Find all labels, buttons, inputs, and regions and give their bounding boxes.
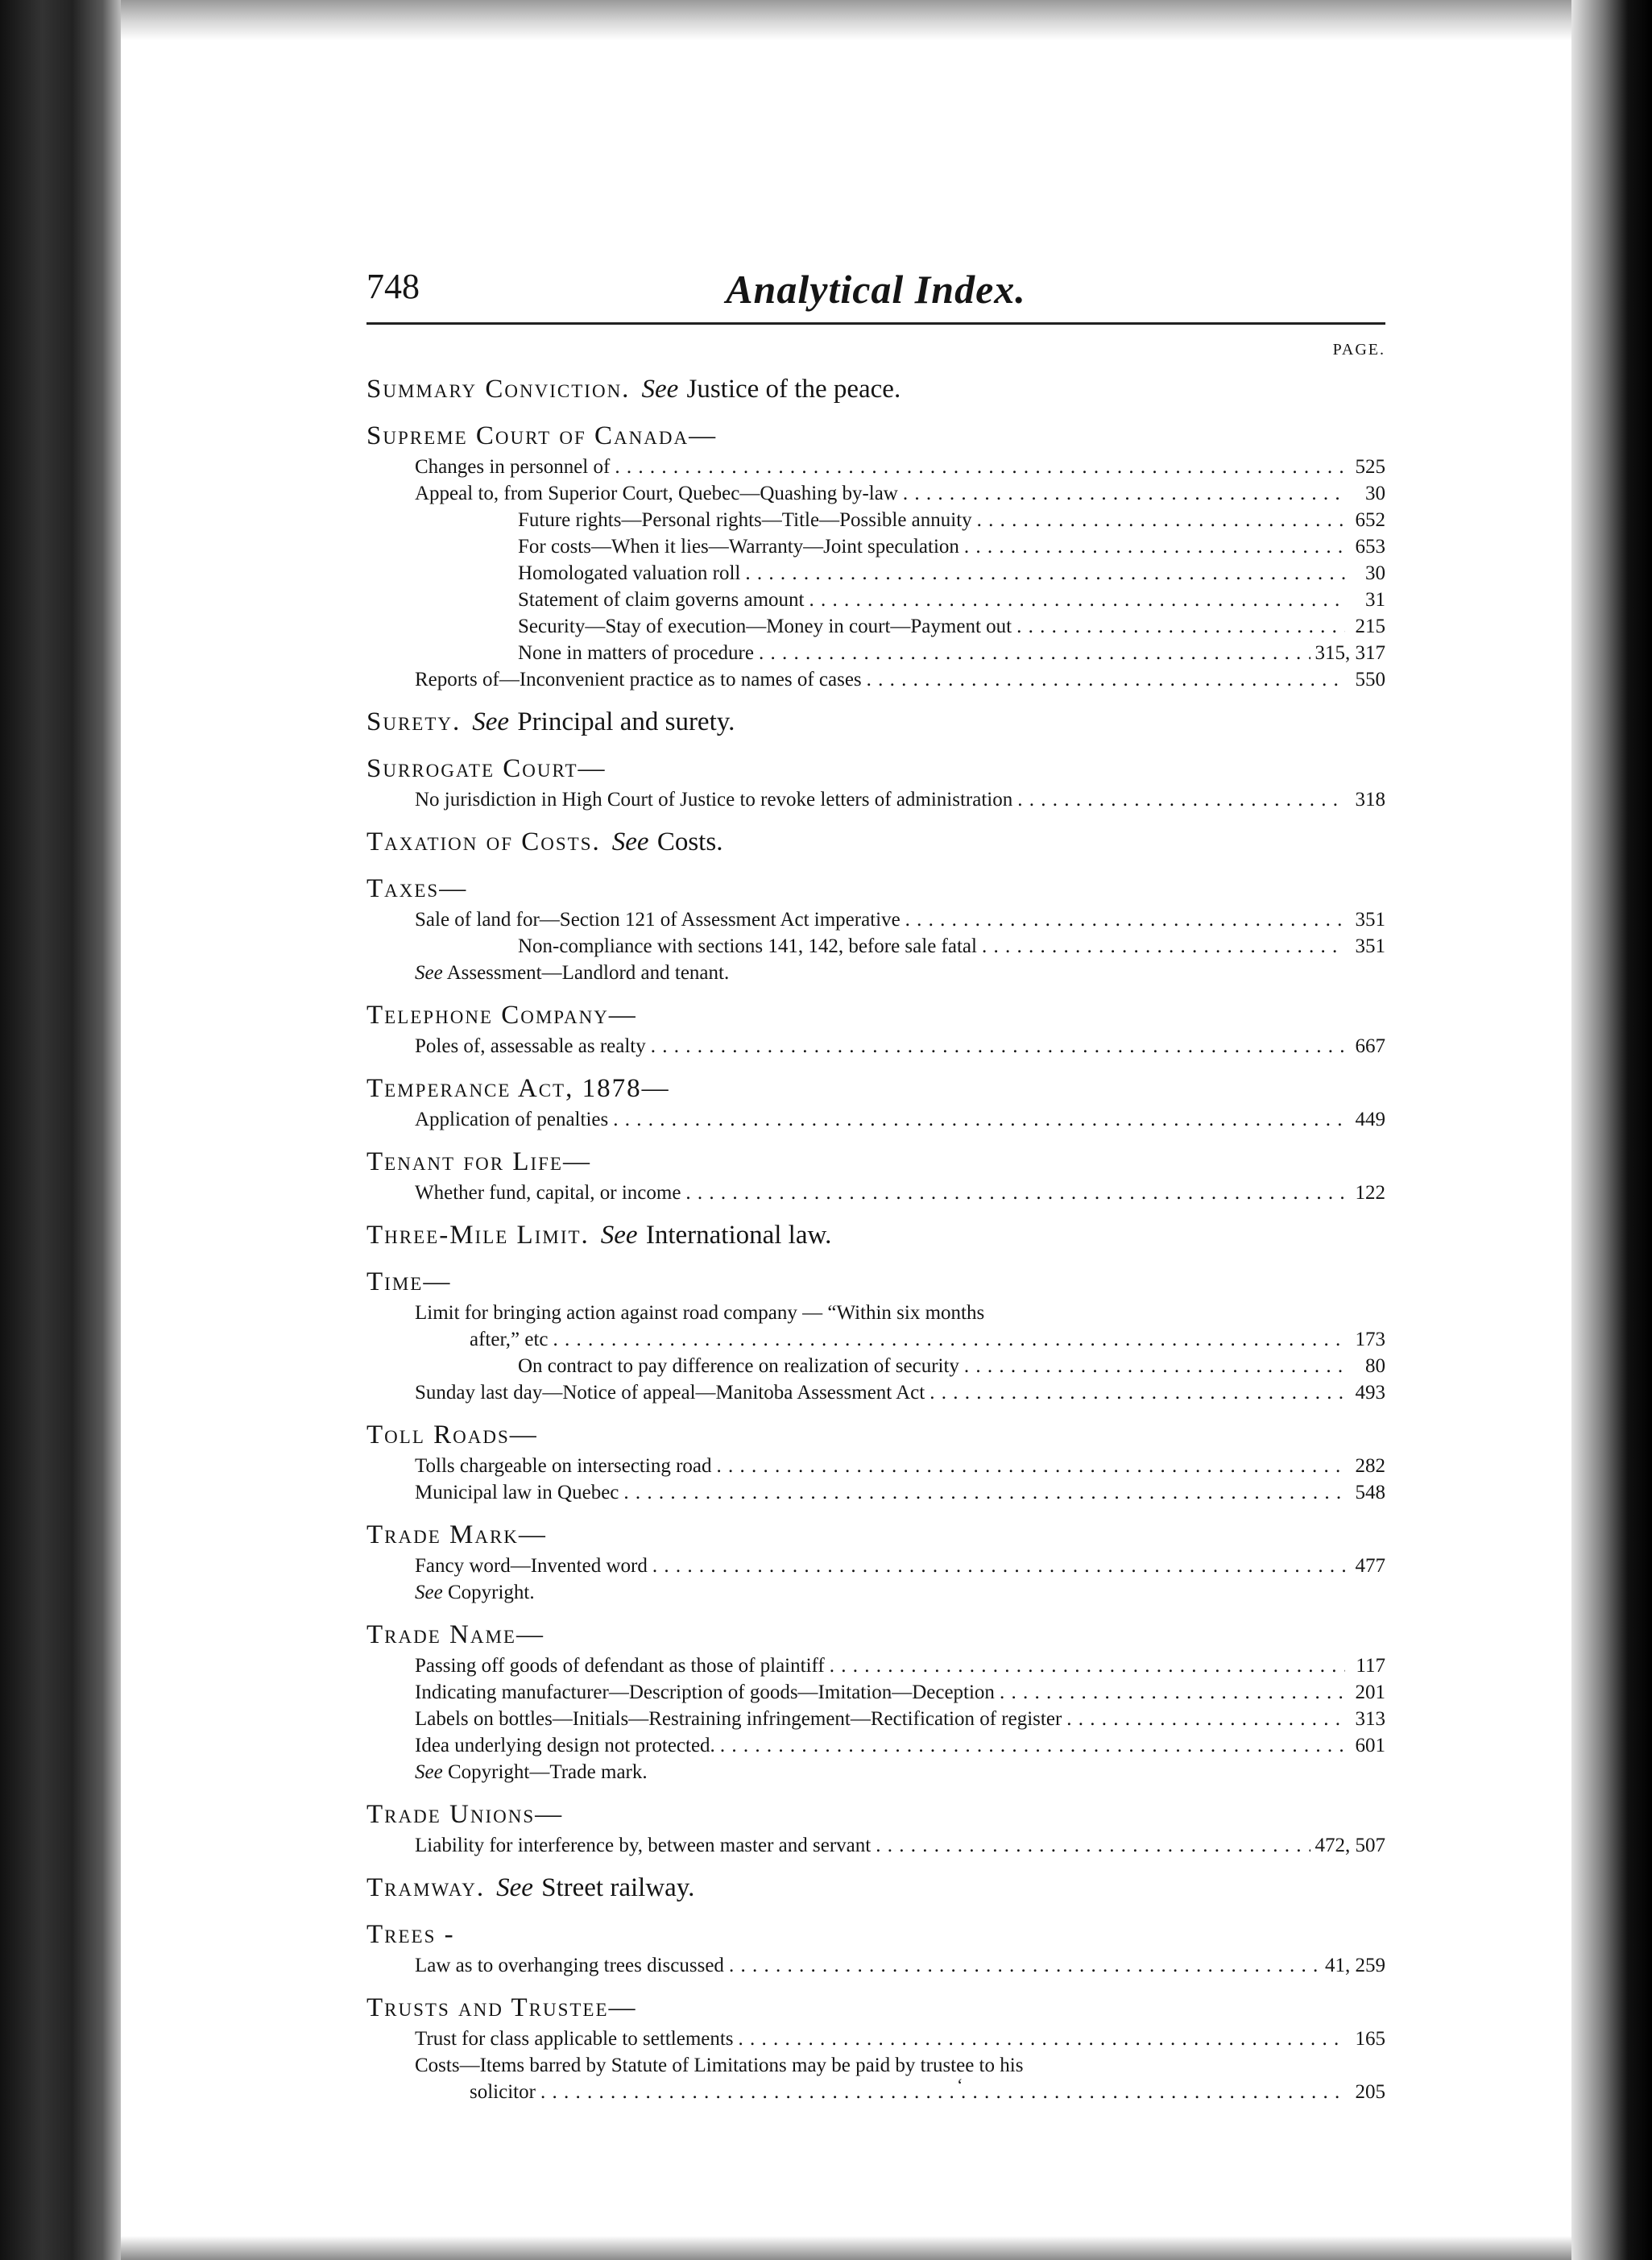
subentry-text: after,” etc [470, 1329, 549, 1350]
see-also-target: Assessment—Landlord and tenant. [446, 962, 730, 984]
subentry-line [366, 1300, 1385, 1326]
entry-heading-text: Temperance Act, 1878— [366, 1074, 670, 1103]
page-reference: 41, 259 [1325, 1955, 1385, 1976]
page-reference: 165 [1355, 2028, 1385, 2050]
see-reference-target: Justice of the peace. [686, 375, 901, 404]
dot-leader [876, 1832, 1310, 1859]
see-also-line [366, 960, 1385, 986]
subentry-text: Idea underlying design not protected. [415, 1735, 715, 1756]
see-reference-word: See [611, 827, 649, 856]
entry-heading-text: Surety. [366, 707, 462, 736]
page-reference: 493 [1355, 1382, 1385, 1404]
subentry-text: Reports of—Inconvenient practice as to names of cases [415, 669, 862, 690]
entry-heading [366, 1071, 1385, 1106]
page-reference: 173 [1355, 1329, 1385, 1350]
see-reference-target: Costs. [656, 827, 723, 856]
subentry-line [366, 454, 1385, 480]
subentry-text: Statement of claim governs amount [518, 589, 805, 611]
dot-leader [623, 1479, 1345, 1506]
page-number: 748 [366, 267, 420, 306]
subentry-text: Poles of, assessable as realty [415, 1035, 646, 1057]
subentry-line [366, 1379, 1385, 1406]
subentry-text: For costs—When it lies—Warranty—Joint speculation [518, 536, 959, 558]
index-entry [366, 1144, 1385, 1206]
page-reference: 313 [1355, 1708, 1385, 1730]
page-header [366, 266, 1385, 319]
entry-heading-text: Trusts and Trustee— [366, 1993, 637, 2022]
see-also-target: Copyright. [447, 1582, 535, 1603]
see-reference-target: International law. [645, 1221, 832, 1250]
subentry-text: Application of penalties [415, 1109, 609, 1130]
page-reference: 351 [1355, 935, 1385, 957]
page-reference: 201 [1355, 1682, 1385, 1703]
subentry-text: Limit for bringing action against road company — “Within six months [415, 1302, 985, 1324]
index-entry [366, 1071, 1385, 1133]
page-reference: 117 [1356, 1655, 1385, 1677]
subentry-text: Appeal to, from Superior Court, Quebec—Quashing by-law [415, 483, 898, 504]
see-also-word: See [415, 1761, 443, 1783]
subentry-line [366, 1732, 1385, 1759]
see-also-line [366, 1759, 1385, 1785]
subentry-line [366, 1706, 1385, 1732]
page-top-edge [121, 0, 1571, 40]
entry-heading-text: Time— [366, 1267, 452, 1296]
dot-leader [1016, 613, 1345, 640]
dot-leader [739, 2026, 1345, 2052]
entry-heading-text: Trees - [366, 1920, 455, 1949]
dot-leader [977, 507, 1345, 533]
see-also-target: Copyright—Trade mark. [447, 1761, 648, 1783]
entry-heading [366, 871, 1385, 906]
index-entry [366, 997, 1385, 1060]
subentry-line [366, 1553, 1385, 1579]
index-entry [366, 371, 1385, 407]
page-reference: 318 [1355, 789, 1385, 811]
see-reference-target: Principal and surety. [517, 707, 735, 736]
entry-heading [366, 371, 1385, 407]
subentry-line [366, 933, 1385, 960]
subentry-text: Municipal law in Quebec [415, 1482, 619, 1503]
subentry-line [366, 640, 1385, 666]
page-reference: 282 [1355, 1455, 1385, 1477]
subentry-line [366, 1952, 1385, 1979]
subentry-line [366, 906, 1385, 933]
see-also-line [366, 1579, 1385, 1606]
subentry-text: Sunday last day—Notice of appeal—Manitoba Assessment Act [415, 1382, 925, 1404]
entry-heading-text: Taxes— [366, 874, 468, 903]
index-entry [366, 1917, 1385, 1979]
see-reference-target: Street railway. [541, 1873, 695, 1902]
entry-heading [366, 1617, 1385, 1652]
see-reference-word: See [496, 1873, 533, 1902]
entry-heading-text: Trade Unions— [366, 1800, 564, 1829]
subentry-line [366, 1652, 1385, 1679]
page-reference: 215 [1355, 616, 1385, 637]
dot-leader [809, 587, 1345, 613]
subentry-text: On contract to pay difference on realization of security [518, 1355, 959, 1377]
book-binding-shadow [0, 0, 121, 2260]
subentry-text: Fancy word—Invented word [415, 1555, 648, 1577]
see-reference-word: See [600, 1221, 638, 1250]
subentry-line [366, 666, 1385, 693]
subentry-line [366, 1832, 1385, 1859]
entry-heading [366, 704, 1385, 740]
page-reference: 477 [1355, 1555, 1385, 1577]
see-reference-word: See [641, 375, 679, 404]
page-reference: 351 [1355, 909, 1385, 931]
entry-heading-text: Surrogate Court— [366, 754, 607, 783]
subentry-text: Indicating manufacturer—Description of goods—Imitation—Deception [415, 1682, 995, 1703]
subentry-line [366, 1326, 1385, 1353]
page-bottom-edge [121, 2236, 1571, 2260]
entry-heading [366, 1990, 1385, 2026]
see-reference-word: See [472, 707, 510, 736]
subentry-line [366, 587, 1385, 613]
page-reference: 449 [1355, 1109, 1385, 1130]
dot-leader [651, 1033, 1345, 1060]
subentry-text: No jurisdiction in High Court of Justice to revoke letters of administration [415, 789, 1013, 811]
dot-leader [1066, 1706, 1345, 1732]
dot-leader [613, 1106, 1345, 1133]
entry-heading [366, 824, 1385, 860]
page-reference: 31 [1365, 589, 1385, 611]
index-page [366, 266, 1385, 2105]
page-reference: 548 [1355, 1482, 1385, 1503]
subentry-text: Law as to overhanging trees discussed [415, 1955, 724, 1976]
entry-heading-text: Telephone Company— [366, 1001, 637, 1030]
footer-mark: ‘ [957, 2075, 963, 2095]
dot-leader [720, 1732, 1345, 1759]
page-reference: 30 [1365, 483, 1385, 504]
subentry-line [366, 2079, 1385, 2105]
page-reference: 550 [1355, 669, 1385, 690]
index-entry [366, 704, 1385, 740]
entry-heading [366, 1870, 1385, 1905]
dot-leader [729, 1952, 1320, 1979]
dot-leader [964, 1353, 1345, 1379]
subentry-line [366, 1033, 1385, 1060]
subentry-line [366, 480, 1385, 507]
page-reference: 601 [1355, 1735, 1385, 1756]
subentry-text: Non-compliance with sections 141, 142, before sale fatal [518, 935, 977, 957]
page-reference: 80 [1365, 1355, 1385, 1377]
header-rule [366, 322, 1385, 325]
index-entry [366, 1617, 1385, 1785]
see-also-word: See [415, 962, 443, 984]
index-entry [366, 751, 1385, 813]
dot-leader [867, 666, 1345, 693]
index-entry [366, 1417, 1385, 1506]
entry-heading-text: Tenant for Life— [366, 1147, 591, 1176]
subentry-text: Sale of land for—Section 121 of Assessment Act imperative [415, 909, 901, 931]
running-title: Analytical Index. [726, 267, 1026, 312]
page-reference: 667 [1355, 1035, 1385, 1057]
dot-leader [540, 2079, 1345, 2105]
dot-leader [652, 1553, 1345, 1579]
entry-heading-text: Supreme Court of Canada— [366, 421, 718, 450]
entry-heading-text: Summary Conviction. [366, 375, 631, 404]
entry-heading [366, 1417, 1385, 1453]
entry-heading [366, 1797, 1385, 1832]
entry-heading [366, 997, 1385, 1033]
page-reference: 653 [1355, 536, 1385, 558]
subentry-line [366, 786, 1385, 813]
page-reference: 205 [1355, 2081, 1385, 2103]
subentry-text: Changes in personnel of [415, 456, 611, 478]
subentry-text: solicitor [470, 2081, 536, 2103]
entry-heading [366, 1917, 1385, 1952]
index-entry [366, 871, 1385, 986]
page-reference: 122 [1355, 1182, 1385, 1204]
subentry-text: Security—Stay of execution—Money in court—Payment out [518, 616, 1012, 637]
dot-leader [1017, 786, 1345, 813]
dot-leader [1000, 1679, 1345, 1706]
subentry-text: Whether fund, capital, or income [415, 1182, 681, 1204]
dot-leader [905, 906, 1345, 933]
index-entry [366, 1264, 1385, 1406]
subentry-text: Passing off goods of defendant as those of plaintiff [415, 1655, 825, 1677]
see-also-word: See [415, 1582, 443, 1603]
subentry-text: None in matters of procedure [518, 642, 754, 664]
index-entry [366, 824, 1385, 860]
page-column-label: PAGE. [1332, 341, 1385, 359]
index-entry [366, 1517, 1385, 1606]
entry-heading-text: Three-Mile Limit. [366, 1221, 590, 1250]
entry-heading [366, 1517, 1385, 1553]
entry-heading [366, 1144, 1385, 1180]
dot-leader [553, 1326, 1345, 1353]
page-reference: 472, 507 [1315, 1835, 1385, 1856]
index-entry [366, 418, 1385, 693]
page-reference: 652 [1355, 509, 1385, 531]
subentry-text: Tolls chargeable on intersecting road [415, 1455, 712, 1477]
index-entry [366, 1217, 1385, 1253]
dot-leader [759, 640, 1310, 666]
entry-heading-text: Taxation of Costs. [366, 827, 601, 856]
entry-heading [366, 1264, 1385, 1300]
page-reference: 30 [1365, 562, 1385, 584]
dot-leader [964, 533, 1345, 560]
subentry-text: Labels on bottles—Initials—Restraining infringement—Rectification of register [415, 1708, 1062, 1730]
subentry-text: Costs—Items barred by Statute of Limitations may be paid by trustee to his [415, 2055, 1024, 2076]
subentry-line [366, 560, 1385, 587]
subentry-text: Liability for interference by, between master and servant [415, 1835, 872, 1856]
page-reference: 315, 317 [1315, 642, 1385, 664]
subentry-line [366, 1180, 1385, 1206]
subentry-text: Trust for class applicable to settlements [415, 2028, 734, 2050]
index-entry [366, 1990, 1385, 2105]
page-reference: 525 [1355, 456, 1385, 478]
dot-leader [717, 1453, 1346, 1479]
subentry-line [366, 1106, 1385, 1133]
dot-leader [830, 1652, 1345, 1679]
index-entry [366, 1870, 1385, 1905]
entry-heading [366, 751, 1385, 786]
dot-leader [982, 933, 1345, 960]
entry-heading-text: Trade Name— [366, 1620, 544, 1649]
subentry-line [366, 507, 1385, 533]
subentry-line [366, 2026, 1385, 2052]
entry-heading-text: Tramway. [366, 1873, 486, 1902]
dot-leader [745, 560, 1345, 587]
subentry-line [366, 1479, 1385, 1506]
subentry-line [366, 613, 1385, 640]
page-right-edge [1571, 0, 1652, 2260]
dot-leader [615, 454, 1345, 480]
subentry-text: Future rights—Personal rights—Title—Possible annuity [518, 509, 972, 531]
entry-heading [366, 1217, 1385, 1253]
subentry-text: Homologated valuation roll [518, 562, 741, 584]
dot-leader [685, 1180, 1345, 1206]
dot-leader [930, 1379, 1345, 1406]
subentry-line [366, 1679, 1385, 1706]
entry-heading-text: Toll Roads— [366, 1420, 538, 1449]
subentry-line [366, 1353, 1385, 1379]
index-entry [366, 1797, 1385, 1859]
entry-heading [366, 418, 1385, 454]
entry-heading-text: Trade Mark— [366, 1520, 547, 1549]
index-entries [366, 371, 1385, 2105]
dot-leader [903, 480, 1345, 507]
subentry-line [366, 2052, 1385, 2079]
subentry-line [366, 533, 1385, 560]
subentry-line [366, 1453, 1385, 1479]
